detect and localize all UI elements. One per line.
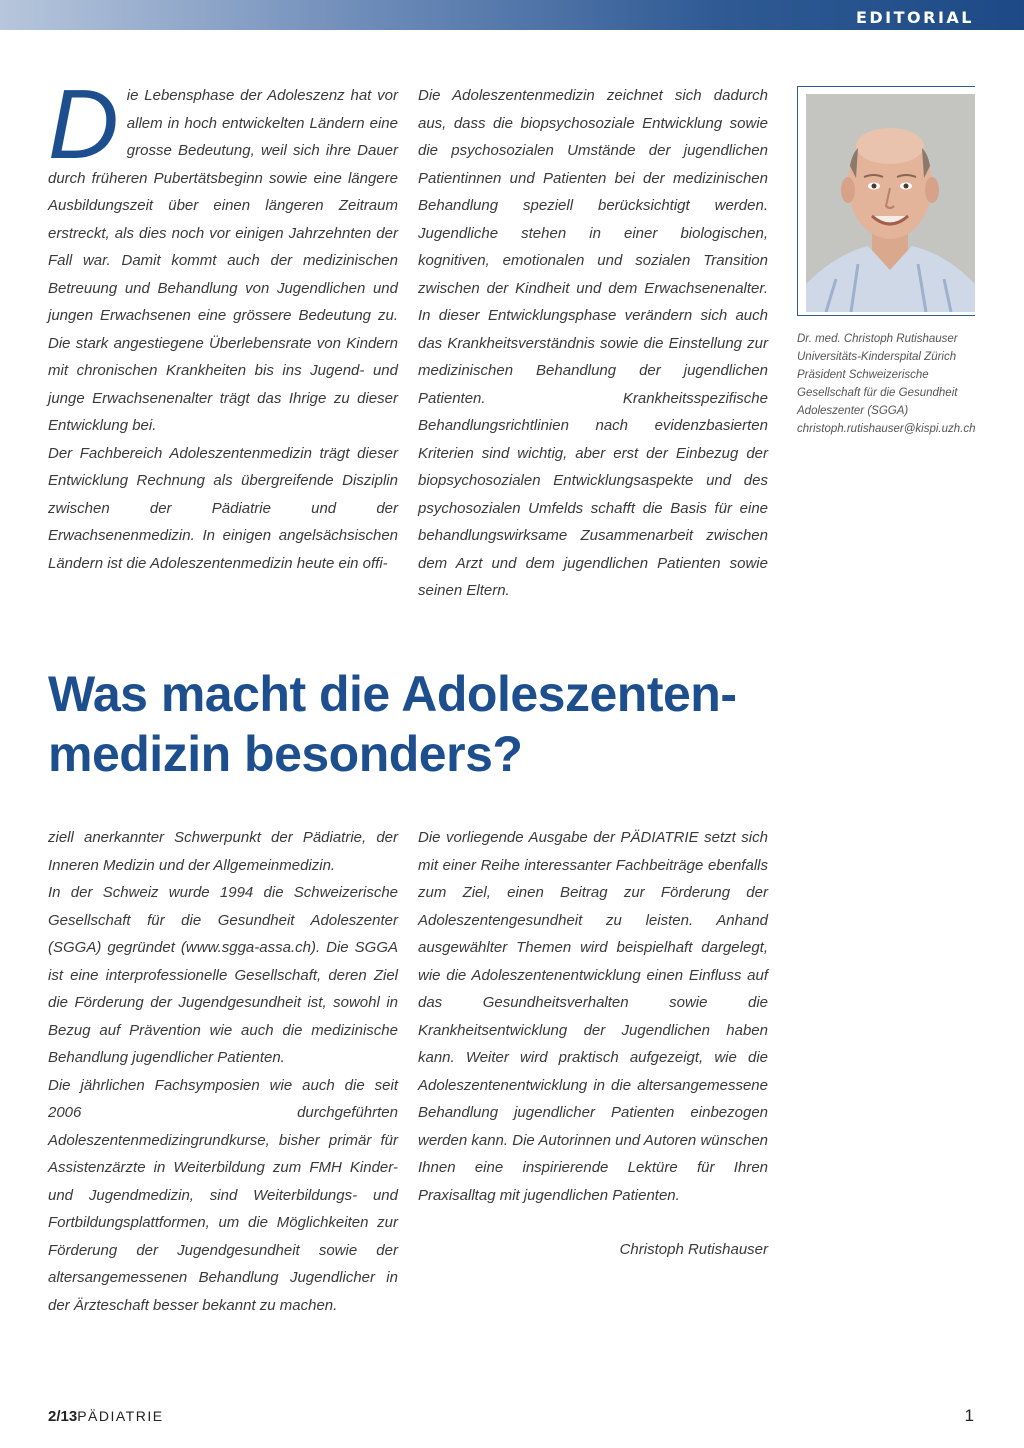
column-bottom-middle [418,824,768,1264]
column-bottom-left [48,824,398,1319]
journal-brand: PÄDIATRIE [77,1408,164,1424]
footer-issue [48,1408,164,1425]
article-headline [48,664,948,784]
author-caption [797,330,997,438]
caption-line: Universitäts-Kinderspital Zürich [797,351,957,363]
column-top-left [48,69,398,577]
section-label: EDITORIAL [855,8,974,27]
paragraph-text: ie Lebensphase der Adoleszenz hat vor allem in hoch entwickelten Ländern eine grosse Bedeutung, weil sich ihre Dauer durch früheren Pubertätsbeginn sowie eine längere Ausbildungszeit über einen längeren Zeitraum erstreckt, als dies noch vor einigen Jahrzehnten der Fall war. Damit kommt auch der medizinischen Betreuung und Behandlung von Jugendlichen und jungen Erwachsenen eine grössere Bedeutung zu. Die stark angestiegene Überlebensrate von Kindern mit chronischen Krankheiten bis ins Jugend- und junge Erwachsenenalter trägt das Ihrige zu dieser Entwicklung bei. [48,87,398,434]
paragraph: In der Schweiz wurde 1994 die Schweizerische Gesellschaft für die Gesundheit Adoleszenter (SGGA) gegründet (www.sgga-assa.ch). Die SGGA ist eine interprofessionelle Gesellschaft, deren Ziel die Förderung der Jugendgesundheit ist, sowohl in Bezug auf Prävention wie auch die medizinische Behandlung jugendlicher Patienten. [48,884,398,1066]
header-bar [0,0,1024,30]
caption-line: Dr. med. Christoph Rutishauser [797,333,958,345]
paragraph: Die Adoleszentenmedizin zeichnet sich dadurch aus, dass die biopsychosoziale Entwicklung sowie die psychosozialen Umstände der jugendlichen Patientinnen und Patienten bei der medizinischen Behandlung speziell berücksichtigt werden. Jugendliche stehen in einer biologischen, kognitiven, emotionalen und sozialen Transition zwischen der Kindheit und dem Erwachsenenalter. In dieser Entwicklungsphase verändern sich auch das Krankheitsverständnis sowie die Einstellung zur medizinischen Behandlung der jugendlichen Patienten. Krankheitsspezifische Behandlungsrichtlinien nach evidenzbasierten Kriterien sind wichtig, aber erst der Einbezug der biopsychosozialen Entwicklungsaspekte und des psychosozialen Umfelds schafft die Basis für eine behandlungswirksame Zusammenarbeit zwischen dem Arzt und dem jugendlichen Patienten sowie seinen Eltern. [418,87,768,599]
column-top-middle [418,82,768,605]
paragraph: Die vorliegende Ausgabe der PÄDIATRIE setzt sich mit einer Reihe interessanter Fachbeiträge ebenfalls zum Ziel, einen Beitrag zur Förderung der Adoleszentengesundheit zu leisten. Anhand ausgewählter Themen wird beispielhaft dargelegt, wie die Adoleszentenentwicklung einen Einfluss auf das Gesundheitsverhalten sowie die Krankheitsentwicklung der Jugendlichen haben kann. Weiter wird praktisch aufgezeigt, wie die Adoleszentenentwicklung in die altersangemessene Behandlung jugendlicher Patienten einbezogen werden kann. Die Autorinnen und Autoren wünschen Ihnen eine inspirierende Lektüre für Ihren Praxisalltag mit jugendlichen Patienten. [418,829,768,1204]
author-signature: Christoph Rutishauser [619,1241,768,1258]
headline-line: Was macht die Adoleszenten- [48,666,737,722]
paragraph: Die jährlichen Fachsymposien wie auch die seit 2006 durchgeführten Adoleszentenmedizingrundkurse, bisher primär für Assistenzärzte in Weiterbildung zum FMH Kinder- und Jugendmedizin, sind Weiterbildungs- und Fortbildungsplattformen, um die Möglichkeiten zur Förderung der Jugendgesundheit sowie der altersangemessenen Behandlung Jugendlicher in der Ärzteschaft besser bekannt zu machen. [48,1076,398,1314]
paragraph [48,69,398,440]
author-photo [806,94,975,312]
paragraph: Der Fachbereich Adoleszentenmedizin trägt dieser Entwicklung Rechnung als übergreifende Disziplin zwischen der Pädiatrie und der Erwachsenenmedizin. In einigen angelsächsischen Ländern ist die Adoleszentenmedizin heute ein offi- [48,444,398,572]
caption-line: Gesellschaft für die Gesundheit [797,387,958,399]
paragraph: ziell anerkannter Schwerpunkt der Pädiatrie, der Inneren Medizin und der Allgemeinmedizin. [48,829,398,874]
issue-number: 2/13 [48,1408,78,1425]
headline-line: medizin besonders? [48,726,523,782]
dropcap: D [48,69,119,179]
page-number: 1 [964,1406,974,1425]
portrait-icon [806,94,975,312]
caption-email: christoph.rutishauser@kispi.uzh.ch [797,423,976,435]
caption-line: Präsident Schweizerische [797,369,929,381]
caption-line: Adoleszenter (SGGA) [797,405,909,417]
